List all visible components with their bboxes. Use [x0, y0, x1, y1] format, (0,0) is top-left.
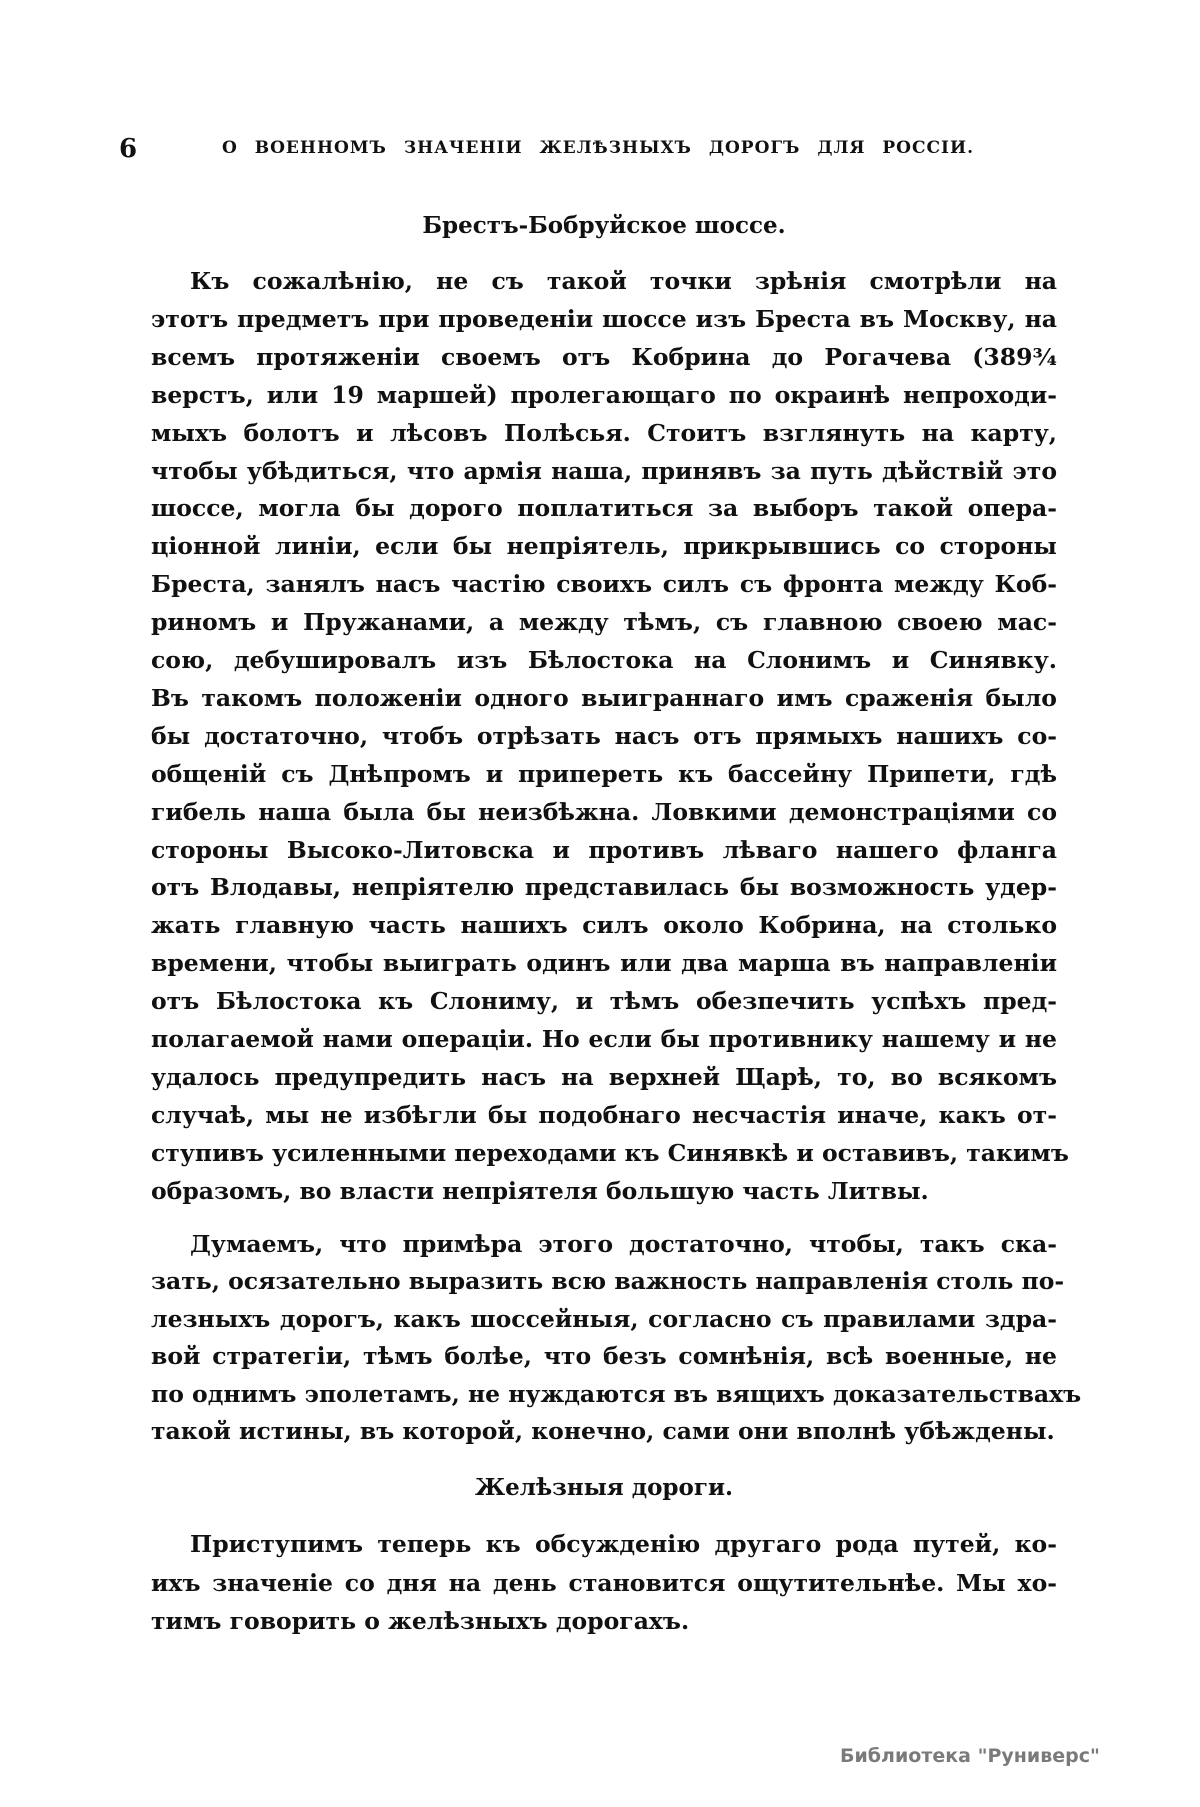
paragraph-line: такой истины, въ которой, конечно, сами они вполнѣ убѣждены. [151, 1417, 1055, 1445]
paragraph-line: тимъ говорить о желѣзныхъ дорогахъ. [151, 1607, 690, 1635]
page-number: 6 [119, 134, 138, 164]
paragraph-line: ціонной линіи, если бы непріятель, прикрывшись со стороны [151, 532, 1057, 561]
paragraph-line: стороны Высоко-Литовска и противъ лѣваго нашего фланга [151, 835, 1057, 864]
section-heading: Желѣзныя дороги. [474, 1474, 734, 1501]
paragraph-line: времени, чтобы выиграть одинъ или два марша въ направленіи [151, 949, 1057, 978]
paragraph-line: бы достаточно, чтобъ отрѣзать насъ отъ прямыхъ нашихъ со- [151, 721, 1057, 750]
paragraph-line: Бреста, занялъ насъ частію своихъ силъ съ фронта между Коб- [151, 570, 1057, 599]
paragraph-line: сою, дебушировалъ изъ Бѣлостока на Слонимъ и Синявку. [151, 646, 1057, 674]
paragraph-line: гибель наша была бы неизбѣжна. Ловкими демонстраціями со [151, 797, 1057, 826]
paragraph-line: отъ Бѣлостока къ Слониму, и тѣмъ обезпечить успѣхъ пред- [151, 987, 1057, 1016]
paragraph-line: случаѣ, мы не избѣгли бы подобнаго несчастія иначе, какъ от- [151, 1100, 1057, 1129]
section-heading: Брестъ-Бобруйское шоссе. [422, 212, 786, 239]
running-head: О ВОЕННОМЪ ЗНАЧЕНІИ ЖЕЛѢЗНЫХЪ ДОРОГЪ ДЛЯ РОССІИ. [222, 138, 974, 158]
paragraph-line: удалось предупредить насъ на верхней Щарѣ, то, во всякомъ [151, 1062, 1057, 1091]
paragraph-line: всемъ протяженіи своемъ отъ Кобрина до Рогачева (389¾ [151, 342, 1057, 371]
paragraph-line: Въ такомъ положеніи одного выиграннаго имъ сраженія было [151, 683, 1057, 712]
paragraph-line: Приступимъ теперь къ обсужденію другаго рода путей, ко- [190, 1530, 1057, 1558]
paragraph-line: общеній съ Днѣпромъ и припереть къ бассейну Припети, гдѣ [151, 759, 1057, 788]
paragraph-line: жать главную часть нашихъ силъ около Кобрина, на столько [151, 911, 1057, 940]
paragraph-line: чтобы убѣдиться, что армія наша, принявъ за путь дѣйствій это [151, 456, 1057, 485]
paragraph-line: Къ сожалѣнію, не съ такой точки зрѣнія смотрѣли на [190, 267, 1057, 295]
paragraph-line: ихъ значеніе со дня на день становится ощутительнѣе. Мы хо- [151, 1568, 1057, 1597]
paragraph-line: зать, осязательно выразить всю важность направленія столь по- [151, 1267, 1065, 1296]
library-watermark: Библиотека "Руниверс" [840, 1745, 1100, 1767]
paragraph-line: мыхъ болотъ и лѣсовъ Полѣсья. Стоитъ взглянуть на карту, [151, 418, 1057, 447]
paragraph-line: образомъ, во власти непріятеля большую часть Литвы. [151, 1176, 929, 1205]
paragraph-line: ступивъ усиленными переходами къ Синявкѣ и оставивъ, такимъ [151, 1138, 1069, 1167]
paragraph-line: верстъ, или 19 маршей) пролегающаго по окраинѣ непроходи- [151, 380, 1057, 409]
paragraph-line: лезныхъ дорогъ, какъ шоссейныя, согласно съ правилами здра- [151, 1304, 1057, 1333]
paragraph-line: Думаемъ, что примѣра этого достаточно, чтобы, такъ ска- [190, 1230, 1057, 1258]
paragraph-line: отъ Влодавы, непріятелю представилась бы возможность удер- [151, 873, 1057, 902]
paragraph-line: этотъ предметъ при проведеніи шоссе изъ Бреста въ Москву, на [151, 304, 1057, 333]
paragraph-line: риномъ и Пружанами, а между тѣмъ, съ главною своею мас- [151, 608, 1057, 637]
paragraph-line: полагаемой нами операціи. Но если бы противнику нашему и не [151, 1025, 1057, 1053]
paragraph-line: вой стратегіи, тѣмъ болѣе, что безъ сомнѣнія, всѣ военные, не [151, 1342, 1057, 1371]
paragraph-line: шоссе, могла бы дорого поплатиться за выборъ такой опера- [151, 494, 1057, 523]
paragraph-line: по однимъ эполетамъ, не нуждаются въ вящихъ доказательствахъ [151, 1379, 1082, 1408]
